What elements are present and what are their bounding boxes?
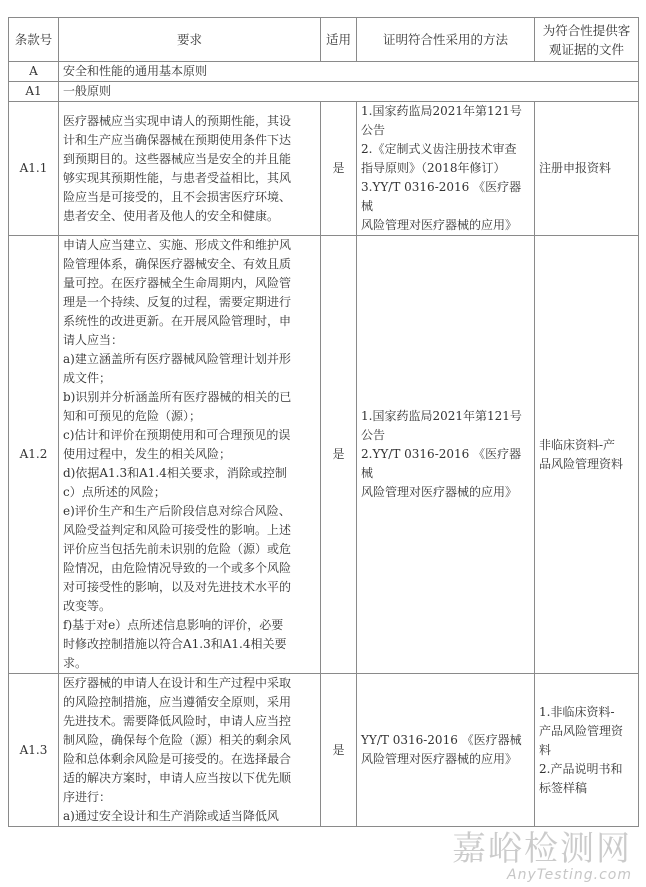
text-line: 序进行： xyxy=(63,790,112,804)
text-line: 系统性的改进更新。在开展风险管理时，申 xyxy=(63,314,292,328)
evidence-text xyxy=(535,674,639,827)
text-line: 评价应当包括先前未识别的危险（源）或危 xyxy=(63,542,292,556)
applicable-value: 是 xyxy=(321,674,357,827)
header-row xyxy=(9,18,639,62)
text-line: c）点所述的风险； xyxy=(63,485,166,499)
text-line: 先进技术。需要降低风险时，申请人应当控 xyxy=(63,714,292,728)
requirement-text xyxy=(59,236,321,674)
text-line: 使用过程中，发生的相关风险； xyxy=(63,447,232,461)
text-line: 知和可预见的危险（源）； xyxy=(63,409,202,423)
text-line: 风险管理对医疗器械的应用》 xyxy=(361,218,518,232)
text-line: 标签样稿 xyxy=(539,780,588,795)
watermark-en: AnyTesting.com xyxy=(507,867,632,883)
text-line: 请人应当： xyxy=(63,333,124,347)
method-text xyxy=(357,236,535,674)
clause-id: A1.3 xyxy=(9,674,59,827)
requirement-text xyxy=(59,102,321,236)
text-line: 制风险，确保每个危险（源）相关的剩余风 xyxy=(63,733,292,747)
text-line: 1.国家药监局2021年第121号 xyxy=(361,409,522,423)
section-title: 一般原则 xyxy=(59,82,639,102)
text-line: a)通过安全设计和生产消除或适当降低风 xyxy=(63,809,279,823)
evidence-text xyxy=(535,102,639,236)
text-line: e)评价生产和生产后阶段信息对综合风险、 xyxy=(63,504,291,518)
text-line: 险情况，由危险情况导致的一个或多个风险 xyxy=(63,561,292,575)
section-row-a xyxy=(9,62,639,82)
text-line: 够实现其预期性能，与患者受益相比，其风 xyxy=(63,170,292,185)
header-applicable: 适用 xyxy=(321,18,357,62)
text-line: 的风险控制措施，应当遵循安全原则，采用 xyxy=(63,695,292,709)
text-line: 计和生产应当确保器械在预期使用条件下达 xyxy=(63,132,292,147)
text-line: 险应当是可接受的，且不会损害医疗环境、 xyxy=(63,189,292,204)
text-line: 3.YY/T 0316-2016 《医疗器械 xyxy=(361,180,522,213)
text-line: 风险受益判定和风险可接受性的影响。上述 xyxy=(63,523,292,537)
text-line: 申请人应当建立、实施、形成文件和维护风 xyxy=(63,238,292,252)
method-text xyxy=(357,674,535,827)
text-line: 风险管理对医疗器械的应用》 xyxy=(361,752,518,766)
text-line: 公告 xyxy=(361,428,386,442)
text-line: 成文件； xyxy=(63,371,112,385)
text-line: 适的解决方案时，申请人应当按以下优先顺 xyxy=(63,771,292,785)
header-evidence xyxy=(535,18,639,62)
text-line: 理是一个持续、反复的过程，需要定期进行 xyxy=(63,295,292,309)
applicable-value: 是 xyxy=(321,102,357,236)
text-line: 求。 xyxy=(63,656,88,670)
clause-id: A1.1 xyxy=(9,102,59,236)
requirement-text xyxy=(59,674,321,827)
text-line: 2.产品说明书和 xyxy=(539,761,623,776)
text-line: YY/T 0316-2016 《医疗器械 xyxy=(361,733,522,747)
text-line: 产品风险管理资 xyxy=(539,723,624,738)
text-line: 患者安全、使用者及他人的安全和健康。 xyxy=(63,208,280,223)
watermark xyxy=(8,831,632,883)
text-line: 量可控。在医疗器械全生命周期内，风险管 xyxy=(63,276,292,290)
essential-principles-table xyxy=(8,17,639,827)
text-line: d)依据A1.3和A1.4相关要求，消除或控制 xyxy=(63,466,287,480)
text-line: a)建立涵盖所有医疗器械风险管理计划并形 xyxy=(63,352,291,366)
header-clause-no: 条款号 xyxy=(9,18,59,62)
watermark-cn: 嘉峪检测网 xyxy=(452,829,632,869)
text-line: 对可接受性的影响，以及对先进技术水平的 xyxy=(63,580,292,594)
text-line: 公告 xyxy=(361,123,386,137)
text-line: 观证据的文件 xyxy=(548,41,624,57)
evidence-text xyxy=(535,236,639,674)
section-id: A xyxy=(9,62,59,82)
text-line: 风险管理对医疗器械的应用》 xyxy=(361,485,518,499)
table-row xyxy=(9,674,639,827)
clause-id: A1.2 xyxy=(9,236,59,674)
text-line: 到预期目的。这些器械应当是安全的并且能 xyxy=(63,151,292,166)
text-line: 非临床资料-产 xyxy=(539,437,616,452)
text-line: 险管理体系，确保医疗器械安全、有效且质 xyxy=(63,257,292,271)
text-line: 时修改控制措施以符合A1.3和A1.4相关要 xyxy=(63,637,287,651)
text-line: 1.国家药监局2021年第121号 xyxy=(361,104,522,118)
text-line: 注册申报资料 xyxy=(539,161,612,175)
text-line: 1.非临床资料- xyxy=(539,704,615,719)
header-method: 证明符合性采用的方法 xyxy=(357,18,535,62)
section-row-a1 xyxy=(9,82,639,102)
text-line: 为符合性提供客 xyxy=(542,22,631,38)
text-line: 2.《定制式义齿注册技术审查 xyxy=(361,142,517,156)
section-id: A1 xyxy=(9,82,59,102)
text-line: 医疗器械应当实现申请人的预期性能，其设 xyxy=(63,113,292,128)
section-title: 安全和性能的通用基本原则 xyxy=(59,62,639,82)
applicable-value: 是 xyxy=(321,236,357,674)
text-line: 医疗器械的申请人在设计和生产过程中采取 xyxy=(63,676,292,690)
text-line: 险和总体剩余风险是可接受的。在选择最合 xyxy=(63,752,292,766)
text-line: 改变等。 xyxy=(63,599,112,613)
table-row xyxy=(9,236,639,674)
table-row xyxy=(9,102,639,236)
text-line: 料 xyxy=(539,742,552,757)
header-requirement: 要求 xyxy=(59,18,321,62)
text-line: 品风险管理资料 xyxy=(539,456,624,471)
text-line: f)基于对e）点所述信息影响的评价，必要 xyxy=(63,618,284,632)
text-line: 2.YY/T 0316-2016 《医疗器械 xyxy=(361,447,522,480)
text-line: c)估计和评价在预期使用和可合理预见的误 xyxy=(63,428,291,442)
text-line: 指导原则》（2018年修订） xyxy=(361,161,506,175)
method-text xyxy=(357,102,535,236)
text-line: b)识别并分析涵盖所有医疗器械的相关的已 xyxy=(63,390,292,404)
